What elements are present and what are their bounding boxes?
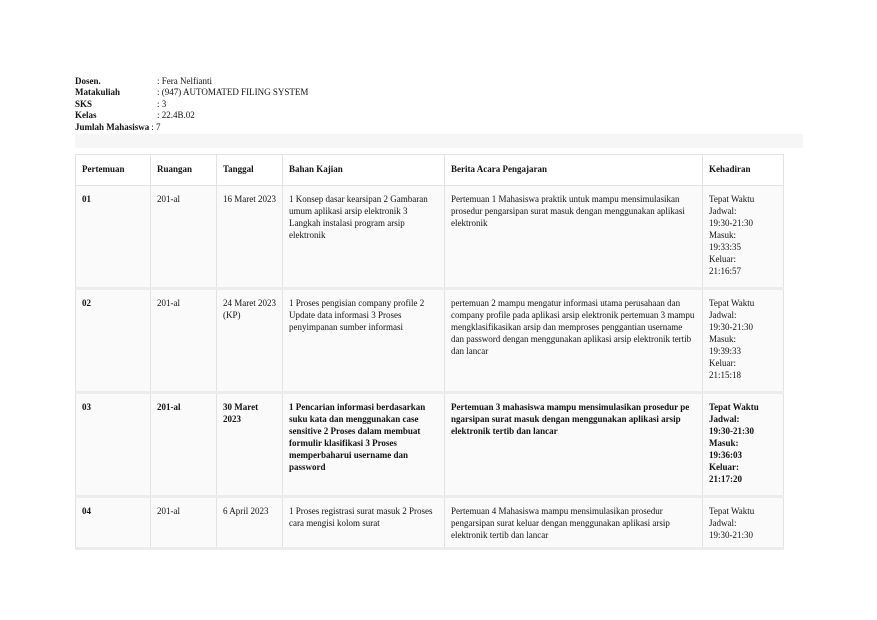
col-tanggal: Tanggal (217, 155, 283, 186)
dosen-value: : Fera Nelfianti (157, 76, 212, 86)
table-row (76, 497, 784, 549)
kehadiran-line: 21:16:57 (709, 266, 742, 276)
jumlah-value: : 7 (151, 121, 161, 132)
kehadiran-line: Masuk: (709, 438, 739, 448)
kehadiran-line: 19:30-21:30 (709, 322, 753, 332)
table-row (76, 186, 784, 289)
info-sks (75, 99, 308, 110)
col-pertemuan: Pertemuan (76, 155, 151, 186)
course-info (75, 76, 308, 133)
col-berita-acara: Berita Acara Pengajaran (445, 155, 703, 186)
info-dosen (75, 76, 308, 87)
cell-pertemuan: 03 (76, 393, 151, 497)
cell-ruangan: 201-al (151, 186, 217, 289)
col-ruangan: Ruangan (151, 155, 217, 186)
kehadiran-line: Masuk: (709, 230, 736, 240)
kehadiran-line: Masuk: (709, 334, 736, 344)
kehadiran-line: Jadwal: (709, 206, 737, 216)
kehadiran-line: 19:30-21:30 (709, 426, 754, 436)
kehadiran-line: Jadwal: (709, 310, 737, 320)
cell-kehadiran (703, 186, 784, 289)
jumlah-label: Jumlah Mahasiswa (75, 121, 150, 132)
attendance-table (75, 154, 784, 550)
kehadiran-line: Tepat Waktu (709, 506, 755, 516)
cell-bahan: 1 Proses pengisian company profile 2 Update data informasi 3 Proses penyimpanan sumber informasi (283, 289, 445, 393)
cell-kehadiran (703, 497, 784, 549)
cell-pertemuan: 04 (76, 497, 151, 549)
cell-tanggal: 6 April 2023 (217, 497, 283, 549)
cell-berita: Pertemuan 4 Mahasiswa mampu mensimulasikan prosedur pengarsipan surat keluar dengan menggunakan aplikasi arsip elektronik tertib dan lancar (445, 497, 703, 549)
cell-tanggal: 16 Maret 2023 (217, 186, 283, 289)
header-band (75, 134, 803, 148)
cell-berita: Pertemuan 3 mahasiswa mampu mensimulasikan prosedur pe ngarsipan surat masuk dengan menggunakan aplikasi arsip elektronik tertib dan lancar (445, 393, 703, 497)
sks-label: SKS (75, 98, 93, 109)
cell-bahan: 1 Konsep dasar kearsipan 2 Gambaran umum aplikasi arsip elektronik 3 Langkah instalasi program arsip elektronik (283, 186, 445, 289)
table-header-row (76, 155, 784, 186)
table-row (76, 289, 784, 393)
matakuliah-value: : (947) AUTOMATED FILING SYSTEM (157, 87, 309, 98)
kehadiran-line: 19:33:35 (709, 242, 742, 252)
kehadiran-line: 21:17:20 (709, 474, 742, 484)
dosen-label: Dosen. (75, 76, 101, 86)
kehadiran-line: 21:15:18 (709, 370, 742, 380)
cell-pertemuan: 02 (76, 289, 151, 393)
kehadiran-line: 19:36:03 (709, 450, 742, 460)
kehadiran-line: 19:39:33 (709, 346, 742, 356)
kehadiran-line: Keluar: (709, 462, 739, 472)
col-kehadiran: Kehadiran (703, 155, 784, 186)
cell-ruangan: 201-al (151, 289, 217, 393)
cell-kehadiran (703, 289, 784, 393)
info-kelas (75, 110, 308, 121)
kehadiran-line: 19:30-21:30 (709, 530, 753, 540)
table-row (76, 393, 784, 497)
matakuliah-label: Matakuliah (75, 87, 121, 98)
col-bahan-kajian: Bahan Kajian (283, 155, 445, 186)
info-matakuliah (75, 87, 308, 98)
kehadiran-line: Jadwal: (709, 518, 737, 528)
cell-ruangan: 201-al (151, 393, 217, 497)
cell-berita: pertemuan 2 mampu mengatur informasi utama perusahaan dan company profile pada aplikasi arsip elektronik pertemuan 3 mampu mengklasifikasikan arsip dan memproses penggantian username dan password dengan menggunakan aplikasi arsip elektronik tertib dan lancar (445, 289, 703, 393)
cell-pertemuan: 01 (76, 186, 151, 289)
cell-tanggal: 24 Maret 2023 (KP) (217, 289, 283, 393)
cell-bahan: 1 Proses registrasi surat masuk 2 Proses cara mengisi kolom surat (283, 497, 445, 549)
sks-value: : 3 (157, 98, 167, 109)
kehadiran-line: 19:30-21:30 (709, 218, 753, 228)
kehadiran-line: Tepat Waktu (709, 298, 755, 308)
cell-ruangan: 201-al (151, 497, 217, 549)
cell-tanggal: 30 Maret 2023 (217, 393, 283, 497)
kelas-value: : 22.4B.02 (157, 110, 195, 121)
kehadiran-line: Jadwal: (709, 414, 740, 424)
kehadiran-line: Keluar: (709, 358, 736, 368)
cell-bahan: 1 Pencarian informasi berdasarkan suku kata dan menggunakan case sensitive 2 Proses dalam membuat formulir klasifikasi 3 Proses memperbaharui username dan password (283, 393, 445, 497)
cell-berita: Pertemuan 1 Mahasiswa praktik untuk mampu mensimulasikan prosedur pengarsipan surat masuk dengan menggunakan aplikasi elektronik (445, 186, 703, 289)
kehadiran-line: Tepat Waktu (709, 402, 759, 412)
kelas-label: Kelas (75, 110, 97, 121)
cell-kehadiran (703, 393, 784, 497)
kehadiran-line: Tepat Waktu (709, 194, 755, 204)
kehadiran-line: Keluar: (709, 254, 736, 264)
info-jumlah (75, 122, 308, 133)
